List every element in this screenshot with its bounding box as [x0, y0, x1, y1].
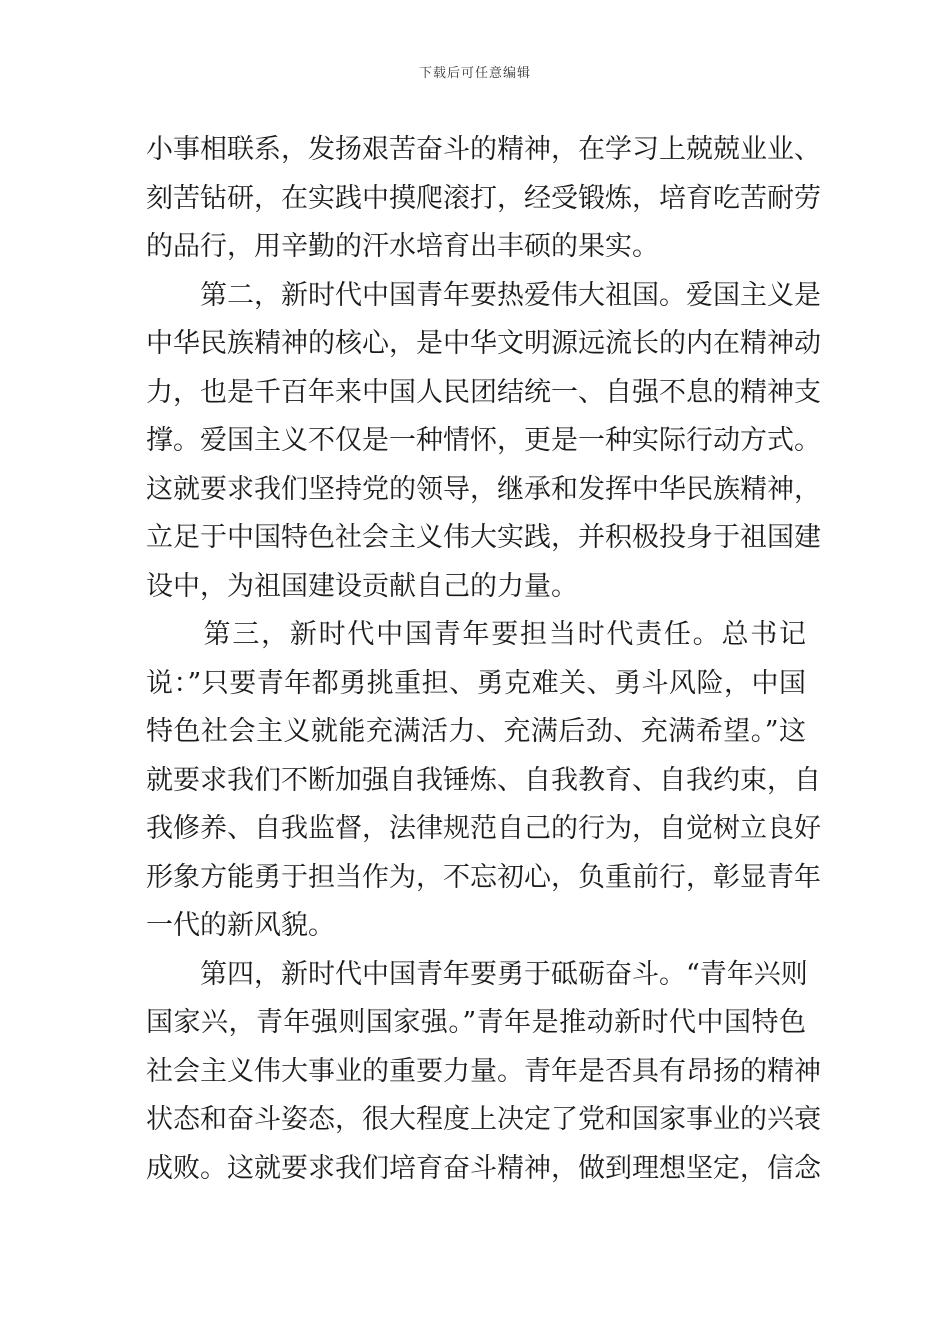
text-line: 刻苦钻研，在实践中摸爬滚打，经受锻炼，培育吃苦耐劳: [146, 182, 821, 214]
text-line: 力，也是千百年来中国人民团结统一、自强不息的精神支: [146, 376, 821, 408]
text-line: 我修养、自我监督，法律规范自己的行为，自觉树立良好: [146, 813, 821, 844]
page-header: 下载后可任意编辑: [418, 66, 531, 81]
text-line: 说：”只要青年都勇挑重担、勇克难关、勇斗风险，中国: [146, 667, 806, 699]
document-body: [146, 126, 821, 1193]
text-line: 国家兴，青年强则国家强。”青年是推动新时代中国特色: [146, 1007, 806, 1038]
text-line: 就要求我们不断加强自我锤炼、自我教育、自我约束，自: [146, 764, 821, 796]
text-line: 特色社会主义就能充满活力、充满后劲、充满希望。”这: [146, 716, 806, 747]
text-line: 设中，为祖国建设贡献自己的力量。: [146, 570, 578, 602]
text-line: 这就要求我们坚持党的领导，继承和发挥中华民族精神，: [146, 473, 821, 505]
text-line: 的品行，用辛勤的汗水培育出丰硕的果实。: [146, 231, 659, 262]
text-line: 形象方能勇于担当作为，不忘初心，负重前行，彰显青年: [146, 861, 821, 893]
text-line: 中华民族精神的核心，是中华文明源远流长的内在精神动: [146, 328, 821, 359]
text-line: 立足于中国特色社会主义伟大实践，并积极投身于祖国建: [146, 522, 821, 553]
text-line: 社会主义伟大事业的重要力量。青年是否具有昂扬的精神: [146, 1055, 821, 1087]
text-line: 状态和奋斗姿态，很大程度上决定了党和国家事业的兴衰: [146, 1104, 821, 1135]
text-line: 第二，新时代中国青年要热爱伟大祖国。爱国主义是: [146, 279, 821, 311]
text-line: 一代的新风貌。: [146, 910, 335, 941]
text-line: 撑。爱国主义不仅是一种情怀，更是一种实际行动方式。: [146, 425, 821, 456]
text-line: 第三，新时代中国青年要担当时代责任。总书记: [146, 619, 806, 650]
text-line: 第四，新时代中国青年要勇于砥砺奋斗。“青年兴则: [146, 958, 808, 990]
text-line: 小事相联系，发扬艰苦奋斗的精神，在学习上兢兢业业、: [146, 134, 821, 165]
text-line: 成败。这就要求我们培育奋斗精神，做到理想坚定，信念: [146, 1152, 821, 1184]
